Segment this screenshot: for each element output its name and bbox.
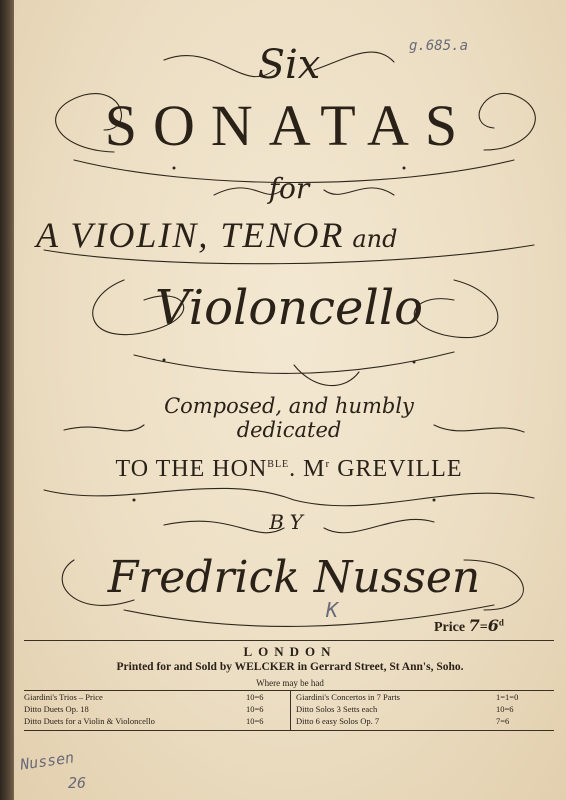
dedicatee-sup-ble: BLE bbox=[267, 459, 290, 470]
adv-left-1-price: 10=6 bbox=[246, 704, 264, 714]
imprint-divider bbox=[290, 690, 291, 730]
composer-name: Fredrick Nussen bbox=[107, 552, 481, 603]
imprint-city: LONDON bbox=[243, 644, 337, 659]
dedicatee-m: . M bbox=[289, 456, 326, 482]
imprint-rule-top bbox=[24, 640, 554, 641]
imprint-where: Where may be had bbox=[256, 678, 324, 688]
dedicatee-sup-r: r bbox=[325, 458, 331, 470]
adv-left-0 bbox=[24, 692, 264, 702]
price-sup: d bbox=[498, 617, 504, 628]
by-label: BY bbox=[269, 510, 309, 534]
adv-right-0 bbox=[296, 692, 519, 702]
dedicatee bbox=[34, 456, 544, 483]
imprint-rule-bottom bbox=[24, 730, 554, 731]
adv-right-2 bbox=[296, 716, 510, 726]
price-shillings: 7 bbox=[468, 616, 480, 635]
title-six: Six bbox=[257, 42, 321, 88]
pencil-mark: K bbox=[326, 598, 339, 622]
imprint-rule-mid bbox=[24, 690, 554, 691]
price bbox=[434, 616, 504, 636]
stamp-name: Nussen bbox=[19, 748, 76, 774]
dedicatee-prefix: TO THE HON bbox=[115, 456, 268, 482]
stamp-number: 26 bbox=[68, 774, 87, 792]
flourish-cello-3 bbox=[134, 352, 454, 373]
shelfmark: g.685.a bbox=[409, 38, 469, 54]
title-page bbox=[14, 0, 566, 800]
book-spine-edge bbox=[0, 0, 14, 800]
title-violoncello: Violoncello bbox=[154, 280, 424, 336]
price-label: Price bbox=[434, 620, 466, 635]
adv-right-2-price: 7=6 bbox=[496, 716, 510, 726]
imprint-publisher: Printed for and Sold by WELCKER in Gerrard Street, St Ann's, Soho. bbox=[116, 661, 464, 673]
price-sep: = bbox=[479, 620, 488, 635]
adv-left-0-price: 10=6 bbox=[246, 692, 264, 702]
adv-right-1-price: 10=6 bbox=[496, 704, 514, 714]
adv-right-0-title: Giardini's Concertos in 7 Parts bbox=[296, 692, 400, 702]
adv-right-1 bbox=[296, 704, 514, 714]
adv-left-2-title: Ditto Duets for a Violin & Violoncello bbox=[24, 716, 155, 726]
adv-left-1 bbox=[24, 704, 264, 714]
dedicatee-name: GREVILLE bbox=[330, 456, 463, 482]
adv-left-2 bbox=[24, 716, 264, 726]
price-pence: 6 bbox=[487, 616, 499, 635]
title-for: for bbox=[268, 172, 310, 205]
adv-right-1-title: Ditto Solos 3 Setts each bbox=[296, 704, 378, 714]
adv-right-2-title: Ditto 6 easy Solos Op. 7 bbox=[296, 716, 380, 726]
flourish-cello-4 bbox=[294, 365, 359, 386]
adv-left-1-title: Ditto Duets Op. 18 bbox=[24, 704, 89, 714]
adv-right-0-price: 1=1=0 bbox=[496, 692, 519, 702]
title-and: and bbox=[352, 225, 398, 253]
title-violin-tenor: A VIOLIN, TENOR bbox=[36, 215, 345, 255]
adv-left-0-title: Giardini's Trios – Price bbox=[24, 692, 103, 702]
title-sonatas: SONATAS bbox=[104, 93, 474, 158]
title-instruments bbox=[36, 214, 556, 256]
dedication-line: Composed, and humbly dedicated bbox=[164, 394, 414, 442]
adv-left-2-price: 10=6 bbox=[246, 716, 264, 726]
flourish-greville bbox=[44, 488, 534, 505]
